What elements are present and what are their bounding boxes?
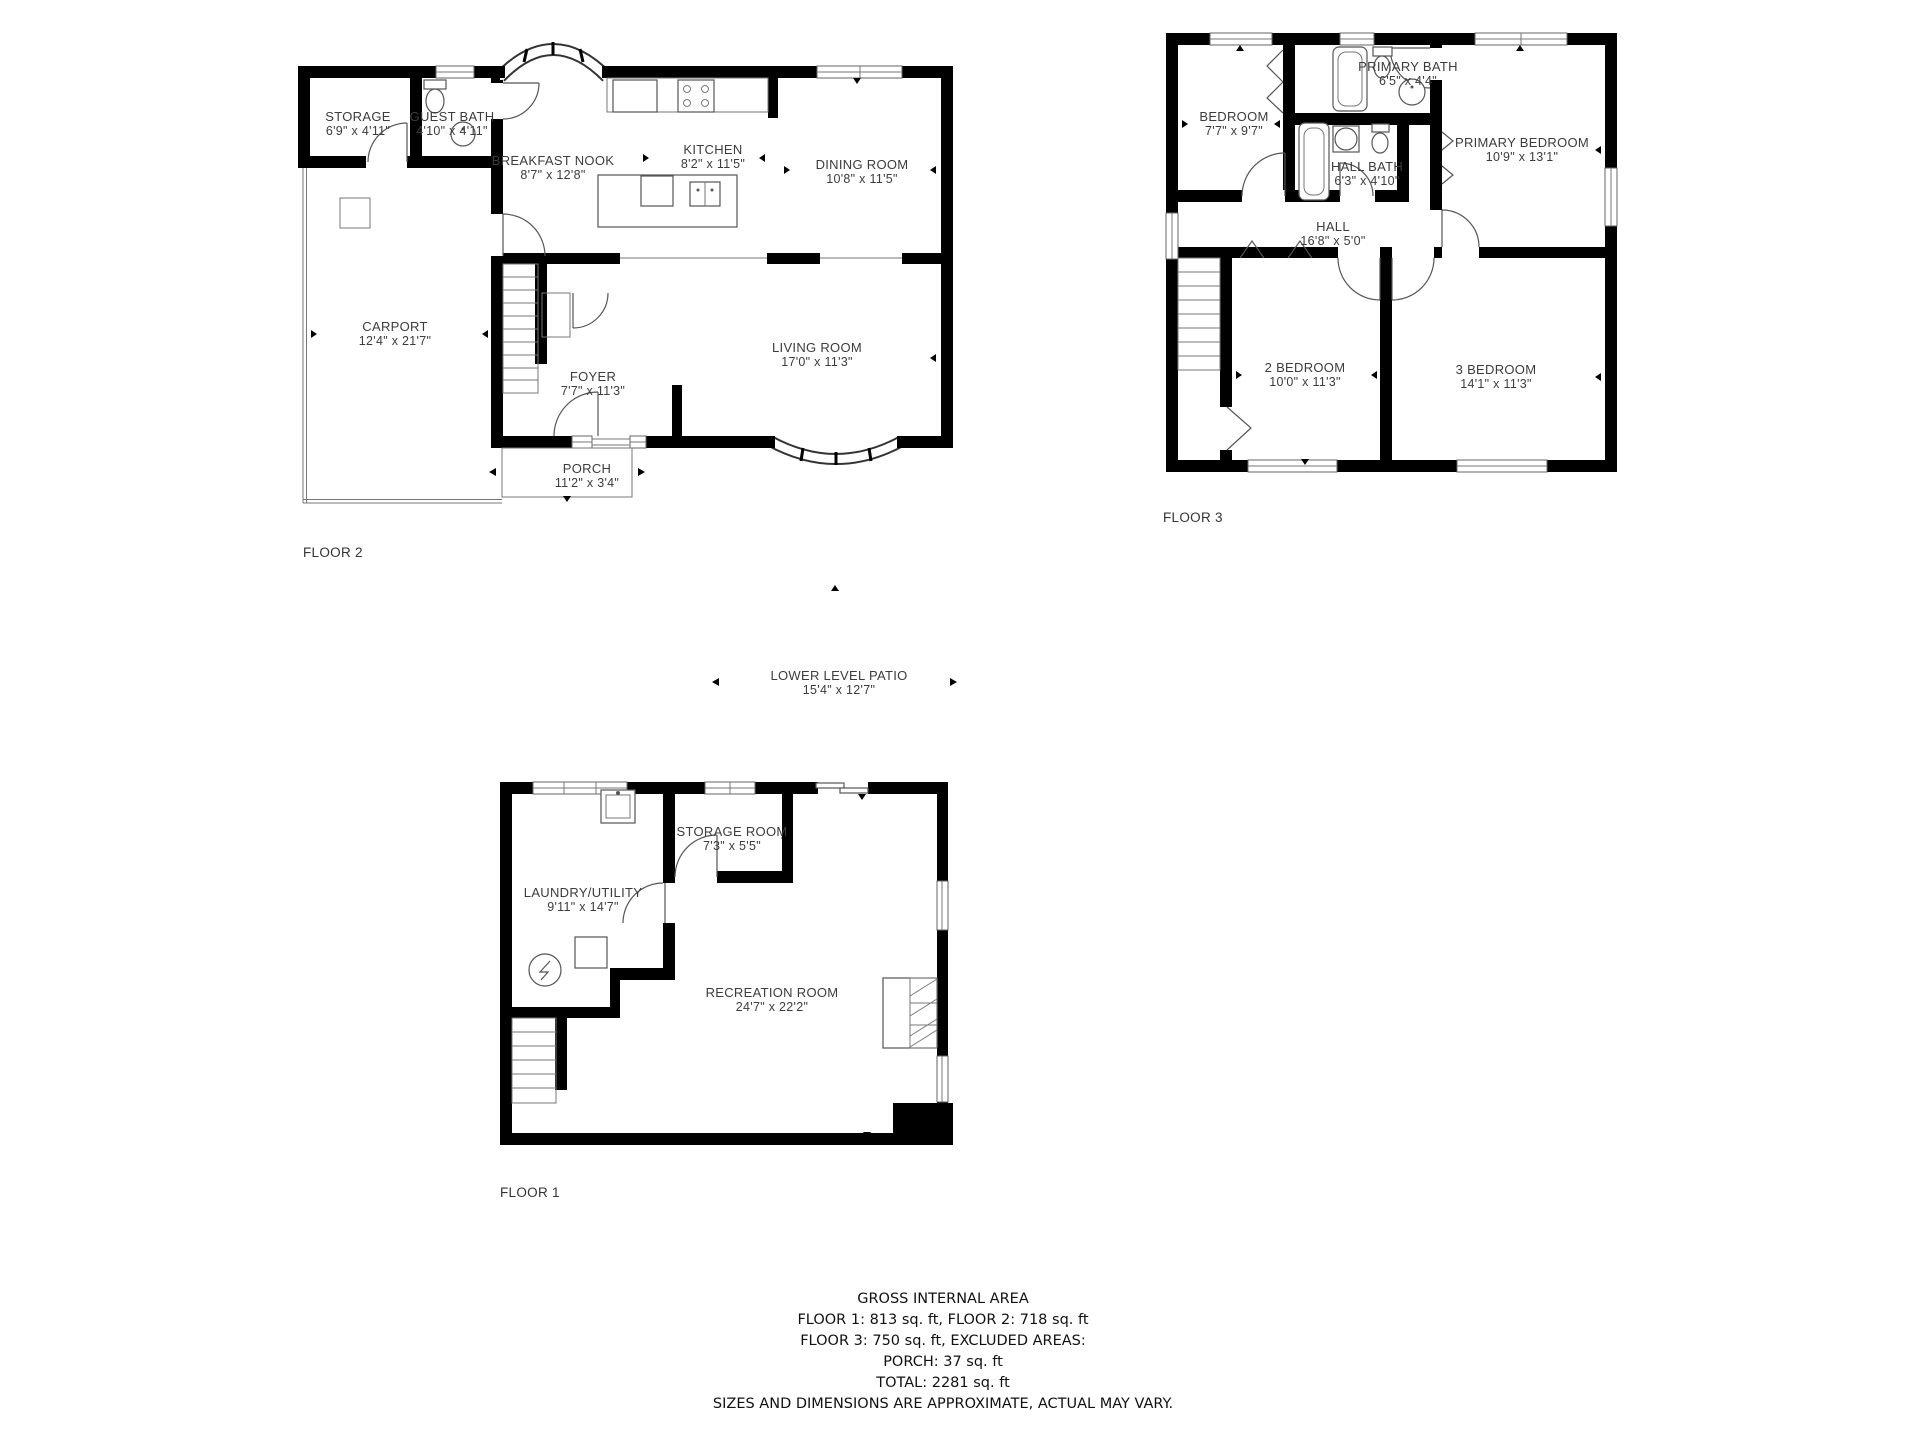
floor2-stairs-icon [503,264,538,393]
room-label-foyer [561,370,625,398]
room-label-storage-room [677,825,788,853]
room-dims: 24'7" x 22'2" [735,1000,809,1014]
room-dims: 6'5" x 4'4" [1379,74,1437,88]
room-dims: 10'0" x 11'3" [1269,375,1341,389]
room-label-recreation-room [706,986,839,1014]
room-label-kitchen [681,143,745,171]
room-dims: 6'3" x 4'10" [1334,174,1400,188]
floor1-tag: FLOOR 1 [500,1185,560,1200]
room-name: LOWER LEVEL PATIO [770,668,908,683]
room-label-laundry-utility [524,886,642,914]
room-label-breakfast-nook [492,154,614,182]
room-dims: 10'9" x 13'1" [1485,150,1559,164]
room-dims: 11'2" x 3'4" [554,476,620,490]
floor1-stairs-icon [512,1018,556,1103]
room-name: LIVING ROOM [772,340,862,355]
fireplace-icon [883,978,937,1048]
area-summary [543,1289,1343,1415]
room-dims: 7'7" x 11'3" [560,384,626,398]
floor3-stairs-icon [1178,258,1220,370]
room-label-2-bedroom [1265,361,1346,389]
area-summary-line4: TOTAL: 2281 sq. ft [876,1375,1010,1391]
room-dims: 14'1" x 11'3" [1460,377,1532,391]
room-name: CARPORT [362,319,428,334]
area-summary-title: GROSS INTERNAL AREA [857,1291,1029,1307]
room-name: PRIMARY BATH [1358,59,1458,74]
room-dims: 9'11" x 14'7" [547,900,619,914]
room-label-hall-bath [1331,160,1403,188]
room-name: 2 BEDROOM [1264,360,1346,375]
floor3-plan [1166,33,1617,472]
floor2-plan [298,42,953,503]
room-name: 3 BEDROOM [1455,362,1537,377]
room-dims: 8'2" x 11'5" [680,157,746,171]
room-label-porch [555,462,619,490]
room-dims: 15'4" x 12'7" [802,683,876,697]
room-dims: 10'8" x 11'5" [826,172,898,186]
room-label-storage [325,110,390,138]
room-label-hall [1300,220,1365,248]
room-dims: 4'10" x 4'11" [416,124,488,138]
room-name: HALL [1316,219,1350,234]
room-label-living-room [772,341,862,369]
room-name: RECREATION ROOM [705,985,839,1000]
room-dims: 12'4" x 21'7" [358,334,432,348]
area-summary-line2: FLOOR 3: 750 sq. ft, EXCLUDED AREAS: [800,1333,1086,1349]
room-label-bedroom [1199,110,1268,138]
area-summary-line3: PORCH: 37 sq. ft [883,1354,1003,1370]
room-label-dining-room [816,158,909,186]
area-summary-line1: FLOOR 1: 813 sq. ft, FLOOR 2: 718 sq. ft [797,1312,1089,1328]
room-name: PRIMARY BEDROOM [1454,135,1590,150]
room-name: LAUNDRY/UTILITY [523,885,643,900]
room-label-carport [359,320,431,348]
room-name: BEDROOM [1199,109,1269,124]
floor2-tag: FLOOR 2 [303,545,363,560]
room-name: GUEST BATH [409,109,495,124]
room-name: BREAKFAST NOOK [491,153,615,168]
room-label-primary-bedroom [1455,136,1589,164]
room-name: KITCHEN [683,142,743,157]
room-label-lower-level-patio [770,669,907,697]
room-dims: 8'7" x 12'8" [520,168,586,182]
room-name: STORAGE [325,109,391,124]
living-bay-window-icon [765,436,907,465]
room-label-guest-bath [410,110,495,138]
floor3-walls [1166,33,1617,472]
room-name: DINING ROOM [815,157,909,172]
room-name: FOYER [569,369,617,384]
room-dims: 17'0" x 11'3" [781,355,853,369]
floor3-tag: FLOOR 3 [1163,510,1223,525]
room-name: PORCH [562,461,612,476]
room-dims: 7'7" x 9'7" [1205,124,1263,138]
room-name: STORAGE ROOM [676,824,788,839]
room-label-3-bedroom [1456,363,1537,391]
floor2-walls [298,64,953,448]
area-summary-disclaimer: SIZES AND DIMENSIONS ARE APPROXIMATE, ACTUAL MAY VARY. [712,1396,1174,1412]
room-dims: 7'3" x 5'5" [703,839,761,853]
room-dims: 6'9" x 4'11" [325,124,391,138]
room-dims: 16'8" x 5'0" [1300,234,1366,248]
room-name: HALL BATH [1330,159,1404,174]
room-label-primary-bath [1358,60,1458,88]
